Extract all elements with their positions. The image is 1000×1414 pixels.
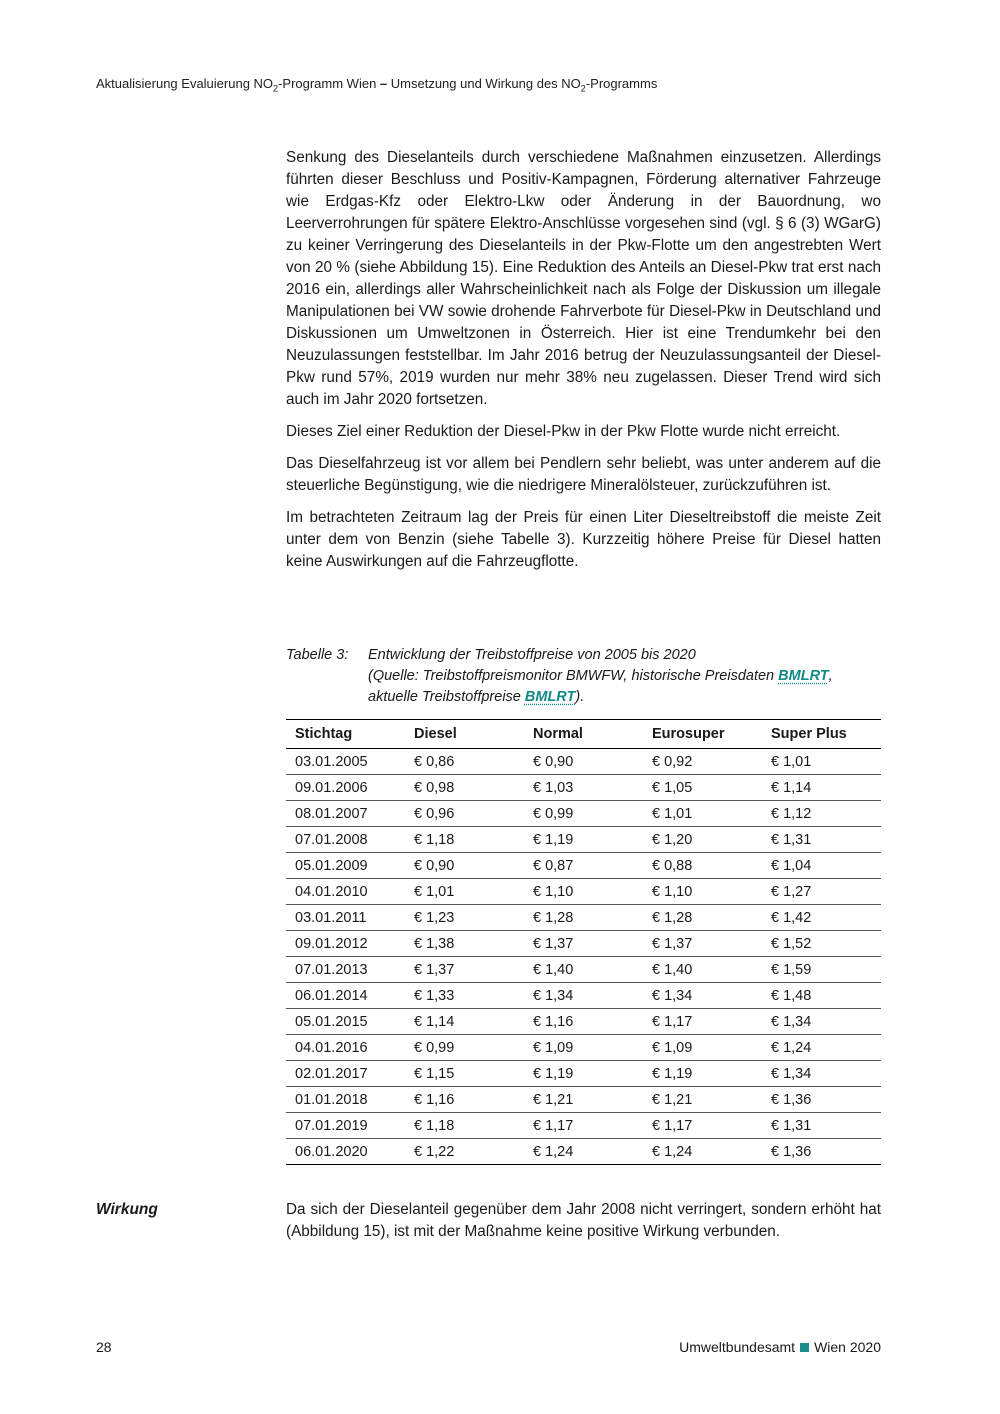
table-cell: € 1,34 [524,983,643,1009]
table-cell: € 1,20 [643,827,762,853]
header-sub-2: 2 [580,83,586,94]
table-cell: € 1,16 [524,1009,643,1035]
footer-publisher [679,1339,881,1355]
table-cell: € 1,16 [405,1087,524,1113]
table-cell: € 1,17 [524,1113,643,1139]
header-text-2: -Programm Wien [278,76,380,91]
table-cell: € 1,37 [524,931,643,957]
caption-label: Tabelle 3: [286,647,349,663]
bmlrt-link-1[interactable]: BMLRT [778,668,829,684]
fuel-price-table [286,719,881,1165]
table-row [286,775,881,801]
header-normal: Normal [524,720,643,749]
table-cell: 05.01.2009 [286,853,405,879]
table-cell: € 1,31 [762,1113,881,1139]
table-row [286,801,881,827]
table-cell: € 0,98 [405,775,524,801]
table-cell: € 1,01 [762,749,881,775]
table-cell: € 1,48 [762,983,881,1009]
table-cell: 01.01.2018 [286,1087,405,1113]
table-cell: € 1,18 [405,827,524,853]
table-cell: € 1,10 [643,879,762,905]
bmlrt-link-2[interactable]: BMLRT [524,689,576,705]
table-cell: € 1,28 [524,905,643,931]
header-dash: – [379,76,388,91]
table-cell: € 0,99 [524,801,643,827]
table-cell: € 0,88 [643,853,762,879]
table-cell: € 1,18 [405,1113,524,1139]
table-cell: € 0,92 [643,749,762,775]
caption-line-2-end: , [828,668,833,684]
wirkung-text: Da sich der Dieselanteil gegenüber dem Jahr 2008 nicht verringert, sondern erhöht hat (Abbildung 15), ist mit der Maßnahme keine positive Wirkung verbunden. [286,1201,881,1240]
table-cell: € 1,52 [762,931,881,957]
caption-line-3-end: ). [575,689,585,705]
table-cell: € 0,87 [524,853,643,879]
table-cell: € 1,05 [643,775,762,801]
table-cell: € 1,34 [762,1009,881,1035]
table-cell: € 1,38 [405,931,524,957]
caption-line-3 [368,687,881,708]
publisher-place-year: Wien 2020 [814,1339,881,1355]
table-body [286,749,881,1165]
table-cell: € 1,09 [524,1035,643,1061]
caption-line-1: Entwicklung der Treibstoffpreise von 2005 bis 2020 [368,647,696,663]
table-cell: € 1,19 [524,1061,643,1087]
table-cell: € 1,14 [762,775,881,801]
table-cell: 09.01.2006 [286,775,405,801]
table-cell: 07.01.2013 [286,957,405,983]
table-cell: 07.01.2008 [286,827,405,853]
header-text-1: Aktualisierung Evaluierung NO [96,76,274,91]
table-cell: € 1,42 [762,905,881,931]
table-cell: € 1,04 [762,853,881,879]
table-row [286,983,881,1009]
table-cell: € 1,24 [643,1139,762,1165]
table-row [286,905,881,931]
table-cell: € 1,40 [524,957,643,983]
table-cell: 06.01.2020 [286,1139,405,1165]
paragraph: Das Dieselfahrzeug ist vor allem bei Pendlern sehr beliebt, was unter anderem auf die steuerliche Begünstigung, wie die niedrigere Mineralölsteuer, zurückzuführen ist. [286,455,881,494]
table-header-row [286,720,881,749]
header-super-plus: Super Plus [762,720,881,749]
table-cell: € 0,96 [405,801,524,827]
header-stichtag: Stichtag [286,720,405,749]
table-cell: € 1,37 [643,931,762,957]
table-row [286,1087,881,1113]
header-sub-1: 2 [273,83,279,94]
publisher-name: Umweltbundesamt [679,1339,796,1355]
table-cell: 03.01.2005 [286,749,405,775]
table-row [286,749,881,775]
table-cell: € 1,31 [762,827,881,853]
table-row [286,879,881,905]
table-row [286,931,881,957]
header-diesel: Diesel [405,720,524,749]
table-cell: € 1,01 [405,879,524,905]
table-cell: € 1,09 [643,1035,762,1061]
running-header [96,76,657,94]
table-cell: € 1,27 [762,879,881,905]
table-row [286,853,881,879]
table-cell: € 1,36 [762,1087,881,1113]
table-cell: € 1,19 [524,827,643,853]
table-cell: € 1,17 [643,1009,762,1035]
table-cell: € 1,23 [405,905,524,931]
table-cell: € 1,36 [762,1139,881,1165]
table-cell: € 0,90 [524,749,643,775]
page-number: 28 [96,1339,112,1355]
table-cell: € 0,99 [405,1035,524,1061]
table-row [286,1139,881,1165]
table-cell: € 1,40 [643,957,762,983]
table-cell: € 1,28 [643,905,762,931]
table-cell: 09.01.2012 [286,931,405,957]
table-cell: € 1,01 [643,801,762,827]
table-cell: 06.01.2014 [286,983,405,1009]
table-cell: € 1,14 [405,1009,524,1035]
paragraph: Senkung des Dieselanteils durch verschiedene Maßnahmen einzusetzen. Allerdings führten dieser Beschluss und Positiv-Kampagnen, Förderung alternativer Fahrzeuge wie Erdgas-Kfz oder Elektro-Lkw oder Änderung in der Bauordnung, wo Leerverrohrungen für spätere Elektro-Anschlüsse vorgesehen sind (vgl. § 6 (3) WGarG) zu keiner Verringerung des Dieselanteils in der Pkw-Flotte um den angestrebten Wert von 20 % (siehe Abbildung 15). Eine Reduktion des Anteils an Diesel-Pkw trat erst nach 2016 ein, allerdings aller Wahrscheinlichkeit nach als Folge der Diskussion um illegale Manipulationen bei VW sowie drohende Fahrverbote für Diesel-Pkw in Deutschland und Diskussionen um Umweltzonen in Österreich. Hier ist eine Trendumkehr bei den Neuzulassungen feststellbar. Im Jahr 2016 betrug der Neuzulassungsanteil der Diesel-Pkw rund 57%, 2019 wurden nur mehr 38% neu zugelassen. Dieser Trend wird sich auch im Jahr 2020 fortsetzen. [286,149,881,408]
caption-line-2-text: (Quelle: Treibstoffpreismonitor BMWFW, historische Preisdaten [368,668,779,684]
header-text-4: -Programms [585,76,658,91]
table-cell: 03.01.2011 [286,905,405,931]
table-cell: € 1,12 [762,801,881,827]
table-cell: € 1,34 [762,1061,881,1087]
table-row [286,1009,881,1035]
table-cell: € 1,10 [524,879,643,905]
paragraph: Im betrachteten Zeitraum lag der Preis für einen Liter Dieseltreibstoff die meiste Zeit unter dem von Benzin (siehe Tabelle 3). Kurzzeitig höhere Preise für Diesel hatten keine Auswirkungen auf die Fahrzeugflotte. [286,509,881,570]
header-eurosuper: Eurosuper [643,720,762,749]
table-row [286,1113,881,1139]
table-cell: € 1,21 [643,1087,762,1113]
table-cell: € 1,33 [405,983,524,1009]
table-cell: € 1,03 [524,775,643,801]
table-cell: € 0,86 [405,749,524,775]
table-cell: 02.01.2017 [286,1061,405,1087]
table-cell: 05.01.2015 [286,1009,405,1035]
table-cell: 08.01.2007 [286,801,405,827]
body-text [286,147,881,583]
header-text-3: Umsetzung und Wirkung des NO [387,76,581,91]
table-cell: € 1,17 [643,1113,762,1139]
table-cell: € 1,24 [762,1035,881,1061]
table-cell: € 1,59 [762,957,881,983]
table-cell: € 1,22 [405,1139,524,1165]
table-cell: 07.01.2019 [286,1113,405,1139]
table-cell: 04.01.2016 [286,1035,405,1061]
table-cell: € 1,19 [643,1061,762,1087]
table-cell: € 1,24 [524,1139,643,1165]
table-cell: € 0,90 [405,853,524,879]
table-cell: € 1,37 [405,957,524,983]
table-row [286,1061,881,1087]
table-row [286,827,881,853]
table-cell: € 1,15 [405,1061,524,1087]
table-cell: € 1,34 [643,983,762,1009]
table-cell: € 1,21 [524,1087,643,1113]
table-row [286,957,881,983]
wirkung-label: Wirkung [96,1201,158,1218]
paragraph: Dieses Ziel einer Reduktion der Diesel-Pkw in der Pkw Flotte wurde nicht erreicht. [286,423,841,440]
table-caption [286,645,881,708]
table-row [286,1035,881,1061]
square-icon [800,1343,809,1352]
caption-line-2 [368,666,881,687]
table-cell: 04.01.2010 [286,879,405,905]
caption-line-3-text: aktuelle Treibstoffpreise [368,689,525,705]
